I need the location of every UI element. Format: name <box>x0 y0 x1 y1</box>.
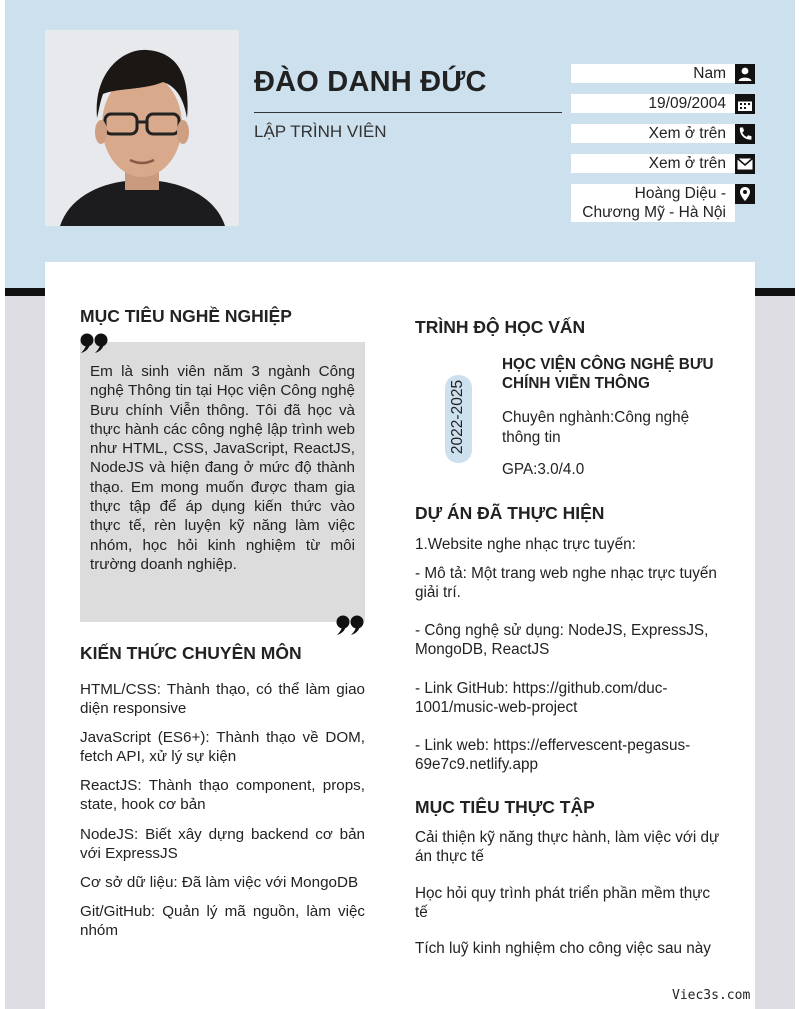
portrait-image <box>45 30 239 226</box>
skill-item: Git/GitHub: Quản lý mã nguồn, làm việc nhóm <box>80 903 365 940</box>
skill-item: Cơ sở dữ liệu: Đã làm việc với MongoDB <box>80 874 359 891</box>
location-icon <box>735 184 755 204</box>
skill-item: JavaScript (ES6+): Thành thạo về DOM, fetch API, xử lý sự kiện <box>80 729 365 766</box>
contact-address <box>571 184 755 222</box>
education-gpa: GPA:3.0/4.0 <box>502 461 585 478</box>
skill-item: HTML/CSS: Thành thạo, có thể làm giao diện responsive <box>80 681 365 718</box>
contact-gender-text: Nam <box>571 64 735 83</box>
contact-birthday <box>571 94 755 114</box>
contact-phone <box>571 124 755 144</box>
contact-address-text: Hoàng Diệu - Chương Mỹ - Hà Nội <box>571 184 735 222</box>
project-github-link[interactable]: - Link GitHub: https://github.com/duc-1001/music-web-project <box>415 680 668 717</box>
contact-phone-text: Xem ở trên <box>571 124 735 143</box>
contact-email-text: Xem ở trên <box>571 154 735 173</box>
mail-icon <box>735 154 755 174</box>
internship-goal: Học hỏi quy trình phát triển phần mềm thực tế <box>415 885 711 922</box>
project-name: 1.Website nghe nhạc trực tuyến: <box>415 536 636 553</box>
skill-item: ReactJS: Thành thạo component, props, state, hook cơ bản <box>80 777 365 814</box>
education-years: 2022-2025 <box>449 379 466 455</box>
skill-item: NodeJS: Biết xây dựng backend cơ bản với ExpressJS <box>80 826 365 863</box>
project-description: - Mô tả: Một trang web nghe nhạc trực tuyến giải trí. <box>415 565 717 602</box>
internship-goal: Cải thiện kỹ năng thực hành, làm việc với dự án thực tế <box>415 829 720 866</box>
full-name: ĐÀO DANH ĐỨC <box>254 66 487 98</box>
cv-page <box>5 0 795 1009</box>
project-tech: - Công nghệ sử dụng: NodeJS, ExpressJS, MongoDB, ReactJS <box>415 622 709 659</box>
content-card <box>45 262 755 1009</box>
projects-title: DỰ ÁN ĐÃ THỰC HIỆN <box>415 503 605 523</box>
internship-title: MỤC TIÊU THỰC TẬP <box>415 797 595 817</box>
name-underline <box>254 112 562 113</box>
phone-icon <box>735 124 755 144</box>
internship-goal: Tích luỹ kinh nghiệm cho công việc sau này <box>415 940 711 957</box>
education-title: TRÌNH ĐỘ HỌC VẤN <box>415 317 586 337</box>
objective-title: MỤC TIÊU NGHỀ NGHIỆP <box>80 306 292 326</box>
watermark: Viec3s.com <box>672 988 751 1003</box>
contact-email <box>571 154 755 174</box>
education-major: Chuyên nghành:Công nghệ thông tin <box>502 409 690 446</box>
skills-title: KIẾN THỨC CHUYÊN MÔN <box>80 643 302 663</box>
close-quote-icon <box>336 614 366 636</box>
project-web-link[interactable]: - Link web: https://effervescent-pegasus-69e7c9.netlify.app <box>415 737 691 774</box>
job-title: LẬP TRÌNH VIÊN <box>254 122 387 141</box>
objective-text: Em là sinh viên năm 3 ngành Công nghệ Thông tin tại Học viện Công nghệ Bưu chính Viễn thông. Tôi đã học và thực hành các công nghệ lập trình web như HTML, CSS, JavaScript, ReactJS, NodeJS và hiện đang ở mức độ thành thạo. Em mong muốn được tham gia thực tập để áp dụng kiến thức vào thực tế, rèn luyện kỹ năng làm việc nhóm, học hỏi kinh nghiệm từ môi trường doanh nghiệp. <box>90 363 355 573</box>
person-icon <box>735 64 755 84</box>
open-quote-icon <box>80 332 110 354</box>
contact-birthday-text: 19/09/2004 <box>571 94 735 113</box>
contact-gender <box>571 64 755 84</box>
education-school: HỌC VIỆN CÔNG NGHỆ BƯU CHÍNH VIỄN THÔNG <box>502 356 714 392</box>
avatar <box>45 30 239 226</box>
calendar-icon <box>735 94 755 114</box>
